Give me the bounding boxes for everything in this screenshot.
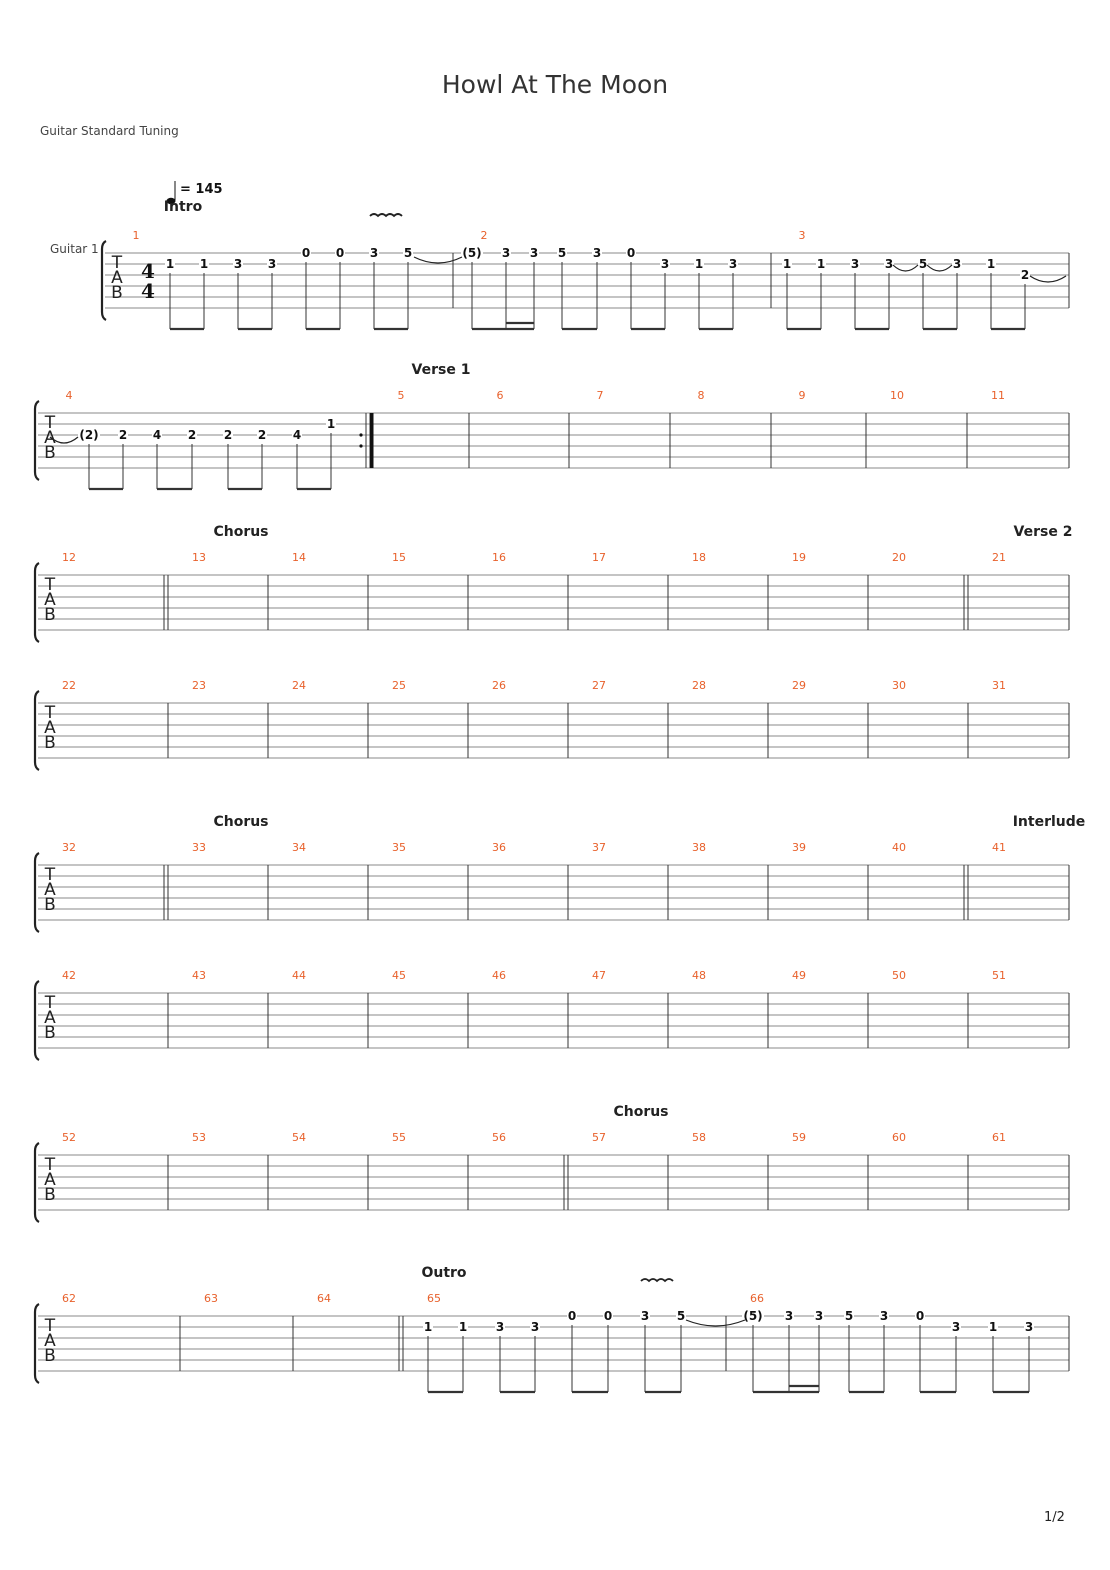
tab-clef-letter: T <box>44 575 56 595</box>
measure-number: 33 <box>192 841 206 854</box>
fret-number: 3 <box>884 257 894 271</box>
tab-clef-letter: T <box>111 253 123 273</box>
fret-number: 3 <box>592 246 602 260</box>
measure-number: 54 <box>292 1131 306 1144</box>
fret-number: 3 <box>879 1309 889 1323</box>
fret-number: 1 <box>694 257 704 271</box>
fret-number: 1 <box>988 1320 998 1334</box>
measure-number: 14 <box>292 551 306 564</box>
fret-number: 5 <box>844 1309 854 1323</box>
fret-number: 3 <box>850 257 860 271</box>
tab-clef-letter: A <box>44 428 56 448</box>
fret-number: 5 <box>676 1309 686 1323</box>
repeat-dot <box>359 433 362 436</box>
tab-clef-letter: T <box>44 703 56 723</box>
page-number: 1/2 <box>1044 1510 1065 1525</box>
tab-clef-letter: B <box>44 443 56 463</box>
tab-clef-letter: A <box>44 590 56 610</box>
fret-number: 1 <box>199 257 209 271</box>
fret-number: 0 <box>301 246 311 260</box>
fret-number: (5) <box>743 1309 763 1323</box>
fret-number: 2 <box>187 428 197 442</box>
fret-number: 3 <box>501 246 511 260</box>
time-signature-denominator: 4 <box>141 279 155 303</box>
tab-system <box>50 181 1069 329</box>
tab-clef-letter: T <box>44 865 56 885</box>
fret-number: 2 <box>118 428 128 442</box>
tab-clef-letter: T <box>44 1316 56 1336</box>
measure-number: 49 <box>792 969 806 982</box>
repeat-dot <box>359 444 362 447</box>
section-label: Chorus <box>213 814 269 830</box>
measure-number: 19 <box>792 551 806 564</box>
measure-number: 53 <box>192 1131 206 1144</box>
fret-number: 3 <box>495 1320 505 1334</box>
fret-number: 3 <box>530 1320 540 1334</box>
measure-number: 28 <box>692 679 706 692</box>
fret-number: 3 <box>952 257 962 271</box>
measure-number: 3 <box>798 229 806 242</box>
tab-clef-letter: A <box>44 1331 56 1351</box>
section-label: Interlude <box>1012 814 1086 830</box>
measure-number: 35 <box>392 841 406 854</box>
fret-number: 0 <box>626 246 636 260</box>
measure-number: 34 <box>292 841 306 854</box>
tab-clef-letter: B <box>44 895 56 915</box>
tab-clef-letter: T <box>44 1155 56 1175</box>
tuning-label: Guitar Standard Tuning <box>40 124 179 138</box>
tab-system <box>35 524 1072 642</box>
measure-number: 31 <box>992 679 1006 692</box>
fret-number: 5 <box>403 246 413 260</box>
measure-number: 41 <box>992 841 1006 854</box>
measure-number: 48 <box>692 969 706 982</box>
measure-number: 1 <box>132 229 140 242</box>
track-name: Guitar 1 <box>50 242 99 256</box>
measure-number: 44 <box>292 969 306 982</box>
tab-system <box>35 362 1069 489</box>
measure-number: 47 <box>592 969 606 982</box>
measure-number: 56 <box>492 1131 506 1144</box>
measure-number: 27 <box>592 679 606 692</box>
section-label: Verse 2 <box>1013 524 1073 540</box>
fret-number: 0 <box>603 1309 613 1323</box>
measure-number: 32 <box>62 841 76 854</box>
tab-clef-letter: A <box>44 1008 56 1028</box>
fret-number: (5) <box>462 246 482 260</box>
fret-number: 3 <box>233 257 243 271</box>
fret-number: 3 <box>814 1309 824 1323</box>
tab-clef-letter: T <box>44 413 56 433</box>
measure-number: 43 <box>192 969 206 982</box>
measure-number: 51 <box>992 969 1006 982</box>
tie <box>1030 276 1066 282</box>
fret-number: 3 <box>784 1309 794 1323</box>
tie <box>414 257 462 263</box>
tab-clef-letter: A <box>111 268 123 288</box>
measure-number: 61 <box>992 1131 1006 1144</box>
measure-number: 9 <box>798 389 806 402</box>
section-label: Intro <box>163 199 203 215</box>
tab-clef-letter: B <box>44 1023 56 1043</box>
measure-number: 57 <box>592 1131 606 1144</box>
fret-number: 3 <box>660 257 670 271</box>
measure-number: 62 <box>62 1292 76 1305</box>
measure-number: 4 <box>65 389 73 402</box>
measure-number: 38 <box>692 841 706 854</box>
tie <box>927 265 952 271</box>
measure-number: 20 <box>892 551 906 564</box>
measure-number: 36 <box>492 841 506 854</box>
measure-number: 23 <box>192 679 206 692</box>
fret-number: 3 <box>267 257 277 271</box>
fret-number: 3 <box>728 257 738 271</box>
fret-number: 2 <box>1020 268 1030 282</box>
section-label: Outro <box>421 1265 467 1281</box>
tab-clef-letter: B <box>44 733 56 753</box>
measure-number: 21 <box>992 551 1006 564</box>
section-label: Verse 1 <box>411 362 471 378</box>
measure-number: 11 <box>991 389 1005 402</box>
vibrato-mark <box>370 214 402 216</box>
measure-number: 26 <box>492 679 506 692</box>
song-title: Howl At The Moon <box>441 70 669 99</box>
fret-number: 3 <box>369 246 379 260</box>
repeat-end-bar <box>370 413 374 468</box>
measure-number: 42 <box>62 969 76 982</box>
tab-system <box>35 969 1069 1060</box>
tab-system <box>35 1104 1069 1222</box>
fret-number: 3 <box>951 1320 961 1334</box>
fret-number: 1 <box>986 257 996 271</box>
fret-number: 3 <box>1024 1320 1034 1334</box>
measure-number: 59 <box>792 1131 806 1144</box>
measure-number: 16 <box>492 551 506 564</box>
tab-clef-letter: B <box>111 283 123 303</box>
measure-number: 37 <box>592 841 606 854</box>
vibrato-mark <box>641 1279 673 1281</box>
measure-number: 30 <box>892 679 906 692</box>
measure-number: 6 <box>496 389 504 402</box>
measure-number: 24 <box>292 679 306 692</box>
tab-clef-letter: B <box>44 1185 56 1205</box>
measure-number: 46 <box>492 969 506 982</box>
measure-number: 64 <box>317 1292 331 1305</box>
fret-number: 1 <box>423 1320 433 1334</box>
measure-number: 18 <box>692 551 706 564</box>
tie <box>893 265 918 271</box>
measure-number: 8 <box>697 389 705 402</box>
fret-number: 0 <box>335 246 345 260</box>
fret-number: (2) <box>79 428 99 442</box>
measure-number: 17 <box>592 551 606 564</box>
fret-number: 3 <box>529 246 539 260</box>
measure-number: 45 <box>392 969 406 982</box>
fret-number: 1 <box>782 257 792 271</box>
measure-number: 5 <box>397 389 405 402</box>
fret-number: 0 <box>567 1309 577 1323</box>
fret-number: 4 <box>292 428 302 442</box>
measure-number: 12 <box>62 551 76 564</box>
measure-number: 15 <box>392 551 406 564</box>
measure-number: 13 <box>192 551 206 564</box>
measure-number: 29 <box>792 679 806 692</box>
fret-number: 5 <box>918 257 928 271</box>
fret-number: 1 <box>816 257 826 271</box>
measure-number: 60 <box>892 1131 906 1144</box>
tie <box>686 1320 745 1326</box>
tempo-marking: = 145 <box>180 182 223 197</box>
section-label: Chorus <box>613 1104 669 1120</box>
measure-number: 55 <box>392 1131 406 1144</box>
tab-clef-letter: B <box>44 1346 56 1366</box>
measure-number: 58 <box>692 1131 706 1144</box>
measure-number: 25 <box>392 679 406 692</box>
fret-number: 1 <box>326 417 336 431</box>
measure-number: 10 <box>890 389 904 402</box>
time-signature-numerator: 4 <box>141 259 155 283</box>
measure-number: 2 <box>480 229 488 242</box>
fret-number: 1 <box>165 257 175 271</box>
measure-number: 65 <box>427 1292 441 1305</box>
fret-number: 4 <box>152 428 162 442</box>
tab-system <box>35 814 1085 932</box>
measure-number: 52 <box>62 1131 76 1144</box>
tab-system <box>35 679 1069 770</box>
tab-clef-letter: T <box>44 993 56 1013</box>
measure-number: 50 <box>892 969 906 982</box>
measure-number: 7 <box>596 389 604 402</box>
measure-number: 63 <box>204 1292 218 1305</box>
tab-clef-letter: A <box>44 1170 56 1190</box>
measure-number: 66 <box>750 1292 764 1305</box>
tab-clef-letter: B <box>44 605 56 625</box>
fret-number: 1 <box>458 1320 468 1334</box>
fret-number: 5 <box>557 246 567 260</box>
tab-clef-letter: A <box>44 718 56 738</box>
fret-number: 0 <box>915 1309 925 1323</box>
measure-number: 39 <box>792 841 806 854</box>
section-label: Chorus <box>213 524 269 540</box>
measure-number: 40 <box>892 841 906 854</box>
fret-number: 3 <box>640 1309 650 1323</box>
fret-number: 2 <box>257 428 267 442</box>
measure-number: 22 <box>62 679 76 692</box>
tab-clef-letter: A <box>44 880 56 900</box>
fret-number: 2 <box>223 428 233 442</box>
tab-system <box>35 1265 1069 1392</box>
